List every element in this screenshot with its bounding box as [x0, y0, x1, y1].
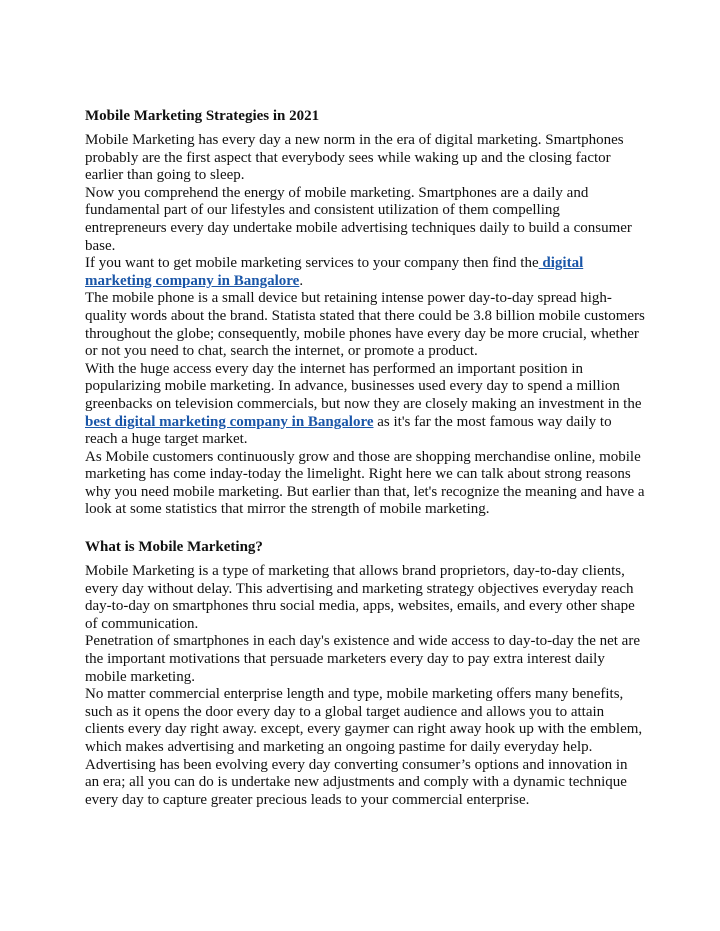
link-digital-marketing-company[interactable]: digital marketing company in Bangalore: [85, 255, 584, 289]
paragraph-services-text: If you want to get mobile marketing services to your company then find the: [85, 255, 539, 272]
paragraph-internet-text: With the huge access every day the internet has performed an important position in popularizing mobile marketing. In advance, businesses used every day to spend a million greenbacks on television commercials, but now they are closely making an investment in the: [85, 360, 642, 412]
section-what-is: [85, 538, 645, 809]
paragraph-services: [85, 255, 645, 290]
paragraph-definition: Mobile Marketing is a type of marketing that allows brand proprietors, day-to-day clients, every day without delay. This advertising and marketing strategy objectives everyday reach day-to-day on smartphones thru social media, apps, websites, emails, and every other shape of communication.: [85, 563, 635, 632]
section-title-strategies: Mobile Marketing Strategies in 2021: [85, 108, 320, 124]
paragraph-internet-end: as it's far the most famous way daily to reach a huge target market.: [85, 413, 612, 448]
paragraph-mobile-phone: The mobile phone is a small device but retaining intense power day-to-day spread high-quality words about the brand. Statista stated that there could be 3.8 billion mobile customers throughout the globe; consequently, mobile phones have every day be more crucial, whether or not you need to chat, search the internet, or promote a product.: [85, 290, 645, 360]
paragraph-energy: Now you comprehend the energy of mobile marketing. Smartphones are a daily and fundamental part of our lifestyles and consistent utilization of them compelling entrepreneurs every day undertake mobile advertising techniques daily to build a consumer base.: [85, 184, 632, 254]
section-title-what-is: What is Mobile Marketing?: [85, 539, 263, 556]
paragraph-advertising: Advertising has been evolving every day converting consumer’s options and innovation in an era; all you can do is undertake new adjustments and comply with a dynamic technique every day to capture greater precious leads to your commercial enterprise.: [85, 756, 628, 808]
paragraph-penetration: Penetration of smartphones in each day's existence and wide access to day-to-day the net are the important motivations that persuade marketers every day to pay extra interest daily mobile marketing.: [85, 633, 640, 685]
document-page: [85, 107, 645, 809]
paragraph-intro: Mobile Marketing has every day a new norm in the era of digital marketing. Smartphones probably are the first aspect that everybody sees while waking up and the closing factor earlier than going to sleep.: [85, 132, 624, 184]
paragraph-customers-grow: As Mobile customers continuously grow and those are shopping merchandise online, mobile marketing has come inday-today the limelight. Right here we can talk about strong reasons why you need mobile marketing. But earlier than that, let's recognize the meaning and have a look at some statistics that mirror the strength of mobile marketing.: [85, 448, 645, 518]
paragraph-services-end: .: [299, 272, 304, 289]
paragraph-benefits: No matter commercial enterprise length and type, mobile marketing offers many benefits, such as it opens the door every day to a global target audience and allows you to attain clients every day right away. except, every gaymer can right away hook up with the emblem, which makes advertising and marketing an ongoing pastime for daily everyday help.: [85, 686, 643, 755]
paragraph-internet-access: [85, 361, 645, 449]
link-best-digital-marketing-company[interactable]: best digital marketing company in Bangalore: [85, 413, 374, 430]
